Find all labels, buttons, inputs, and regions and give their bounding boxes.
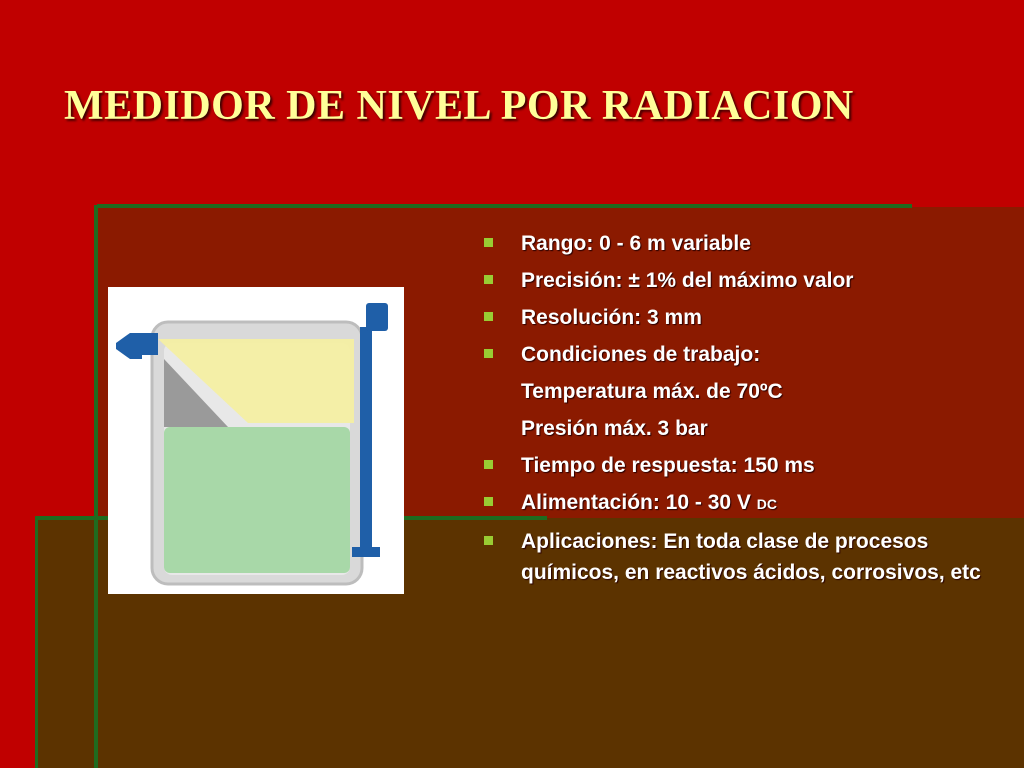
specs-list	[480, 228, 1000, 594]
tank-liquid	[164, 427, 350, 573]
square-bullet-icon	[484, 536, 493, 545]
divider-line-left-lower	[35, 516, 38, 768]
spec-applications: Aplicaciones: En toda clase de procesos químicos, en reactivos ácidos, corrosivos, etc	[521, 530, 981, 584]
spec-power-supply: Alimentación: 10 - 30 V	[521, 491, 751, 514]
list-item	[480, 228, 1000, 259]
spec-resolution: Resolución: 3 mm	[521, 306, 702, 329]
square-bullet-icon	[484, 460, 493, 469]
spec-range: Rango: 0 - 6 m variable	[521, 232, 751, 255]
list-subitem	[480, 413, 1000, 444]
divider-line-left-upper	[94, 205, 98, 768]
tank-illustration	[108, 287, 404, 594]
square-bullet-icon	[484, 238, 493, 247]
source-emitter-head	[116, 333, 142, 359]
tank-diagram	[108, 287, 404, 594]
list-subitem	[480, 376, 1000, 407]
spec-response-time: Tiempo de respuesta: 150 ms	[521, 454, 815, 477]
list-item	[480, 302, 1000, 333]
spec-conditions: Condiciones de trabajo:	[521, 343, 761, 366]
list-item	[480, 450, 1000, 481]
divider-line-top	[97, 204, 912, 208]
list-item	[480, 265, 1000, 296]
source-emitter-body	[142, 333, 158, 355]
list-item	[480, 526, 1000, 588]
square-bullet-icon	[484, 497, 493, 506]
spec-pressure: Presión máx. 3 bar	[521, 417, 708, 440]
square-bullet-icon	[484, 349, 493, 358]
spec-precision: Precisión: ± 1% del máximo valor	[521, 269, 854, 292]
slide-title: MEDIDOR DE NIVEL POR RADIACION	[64, 83, 854, 129]
square-bullet-icon	[484, 312, 493, 321]
detector-base	[352, 547, 380, 557]
detector-head	[366, 303, 388, 331]
spec-temperature: Temperatura máx. de 70ºC	[521, 380, 783, 403]
square-bullet-icon	[484, 275, 493, 284]
list-item	[480, 487, 1000, 520]
detector-rod	[360, 327, 372, 557]
spec-power-suffix: DC	[756, 496, 777, 512]
list-item	[480, 339, 1000, 370]
